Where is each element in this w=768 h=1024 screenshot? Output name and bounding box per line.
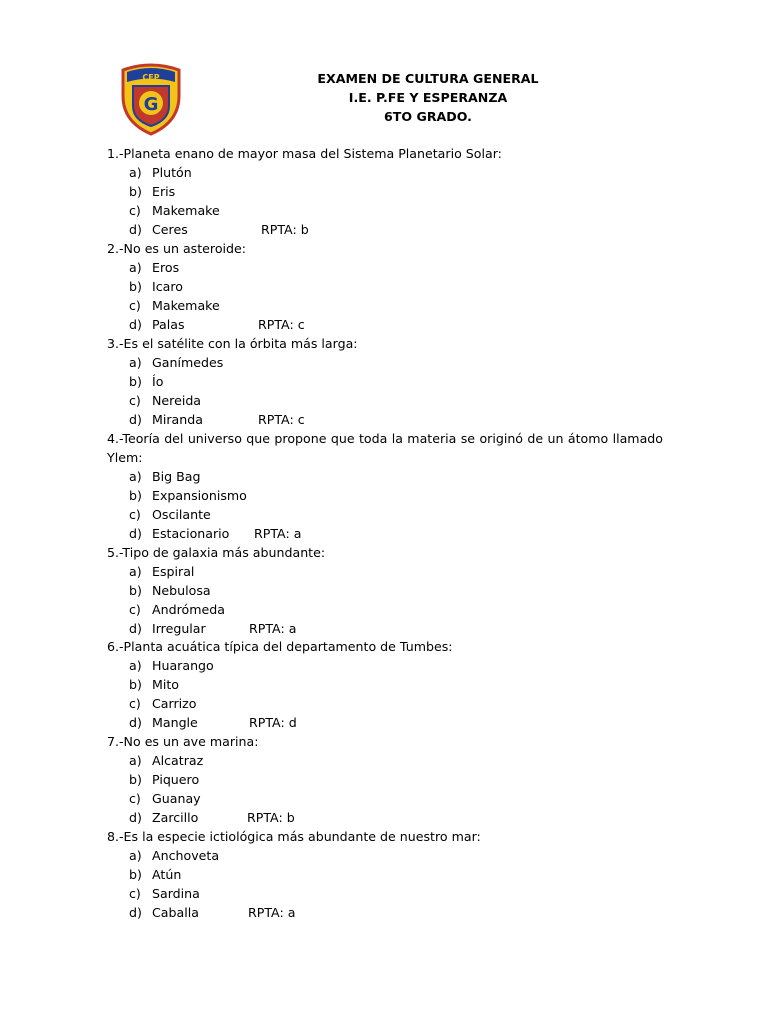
svg-text:CEP: CEP [142, 73, 160, 82]
option-letter: a) [129, 260, 142, 275]
option-letter: d) [129, 715, 142, 730]
exam-title: EXAMEN DE CULTURA GENERAL [317, 71, 539, 86]
answer-label: RPTA: a [254, 526, 302, 541]
option-letter: b) [129, 184, 142, 199]
option-text: Oscilante [152, 507, 211, 522]
question-4-text: 4.-Teoría del universo que propone que toda la materia se originó de un átomo llamado [107, 431, 663, 446]
option-text: Atún [152, 867, 182, 882]
option-text: Mangle [152, 715, 198, 730]
option-letter: d) [129, 905, 142, 920]
option-text: Big Bag [152, 469, 201, 484]
option-text: Miranda [152, 412, 203, 427]
option-letter: d) [129, 526, 142, 541]
option-text: Carrizo [152, 696, 197, 711]
option-letter: b) [129, 677, 142, 692]
option-letter: c) [129, 602, 141, 617]
option-letter: c) [129, 298, 141, 313]
option-text: Palas [152, 317, 185, 332]
option-text: Piquero [152, 772, 200, 787]
answer-label: RPTA: c [258, 317, 305, 332]
question-4-text-continued: Ylem: [107, 450, 143, 465]
question-8-text: 8.-Es la especie ictiológica más abundante de nuestro mar: [107, 829, 481, 844]
school-crest-logo [119, 62, 183, 136]
option-letter: d) [129, 412, 142, 427]
question-3-text: 3.-Es el satélite con la órbita más larga: [107, 336, 358, 351]
option-letter: a) [129, 753, 142, 768]
answer-label: RPTA: d [249, 715, 297, 730]
option-text: Espiral [152, 564, 195, 579]
option-text: Nereida [152, 393, 202, 408]
option-letter: d) [129, 222, 142, 237]
option-text: Caballa [152, 905, 199, 920]
option-letter: d) [129, 810, 142, 825]
question-1-text: 1.-Planeta enano de mayor masa del Sistema Planetario Solar: [107, 146, 502, 161]
option-letter: c) [129, 791, 141, 806]
option-letter: d) [129, 621, 142, 636]
option-letter: a) [129, 355, 142, 370]
option-text: Ganímedes [152, 355, 224, 370]
option-text: Eros [152, 260, 180, 275]
option-text: Makemake [152, 298, 220, 313]
option-letter: a) [129, 469, 142, 484]
question-6-text: 6.-Planta acuática típica del departamento de Tumbes: [107, 639, 453, 654]
question-2-text: 2.-No es un asteroide: [107, 241, 247, 256]
option-text: Expansionismo [152, 488, 247, 503]
option-letter: d) [129, 317, 142, 332]
option-letter: a) [129, 658, 142, 673]
answer-label: RPTA: c [258, 412, 305, 427]
grade-label: 6TO GRADO. [384, 109, 472, 124]
option-text: Irregular [152, 621, 206, 636]
option-text: Alcatraz [152, 753, 204, 768]
option-text: Guanay [152, 791, 201, 806]
question-5-text: 5.-Tipo de galaxia más abundante: [107, 545, 326, 560]
option-text: Andrómeda [152, 602, 225, 617]
answer-label: RPTA: a [249, 621, 297, 636]
option-text: Eris [152, 184, 176, 199]
option-letter: c) [129, 507, 141, 522]
option-letter: b) [129, 583, 142, 598]
option-text: Icaro [152, 279, 183, 294]
option-letter: b) [129, 279, 142, 294]
option-letter: a) [129, 165, 142, 180]
school-name: I.E. P.FE Y ESPERANZA [348, 90, 508, 105]
option-letter: b) [129, 867, 142, 882]
answer-label: RPTA: b [261, 222, 309, 237]
answer-label: RPTA: b [247, 810, 295, 825]
option-text: Nebulosa [152, 583, 211, 598]
option-text: Makemake [152, 203, 220, 218]
option-letter: c) [129, 886, 141, 901]
option-letter: c) [129, 696, 141, 711]
svg-text:G: G [143, 94, 159, 115]
option-letter: b) [129, 772, 142, 787]
option-letter: c) [129, 203, 141, 218]
option-text: Zarcillo [152, 810, 199, 825]
option-letter: a) [129, 848, 142, 863]
option-text: Anchoveta [152, 848, 220, 863]
option-text: Huarango [152, 658, 214, 673]
answer-label: RPTA: a [248, 905, 296, 920]
option-text: Plutón [152, 165, 192, 180]
option-letter: c) [129, 393, 141, 408]
option-letter: b) [129, 488, 142, 503]
option-text: Mito [152, 677, 180, 692]
option-letter: b) [129, 374, 142, 389]
option-letter: a) [129, 564, 142, 579]
option-text: Estacionario [152, 526, 230, 541]
question-7-text: 7.-No es un ave marina: [107, 734, 259, 749]
option-text: Ío [152, 374, 164, 389]
option-text: Ceres [152, 222, 188, 237]
option-text: Sardina [152, 886, 200, 901]
